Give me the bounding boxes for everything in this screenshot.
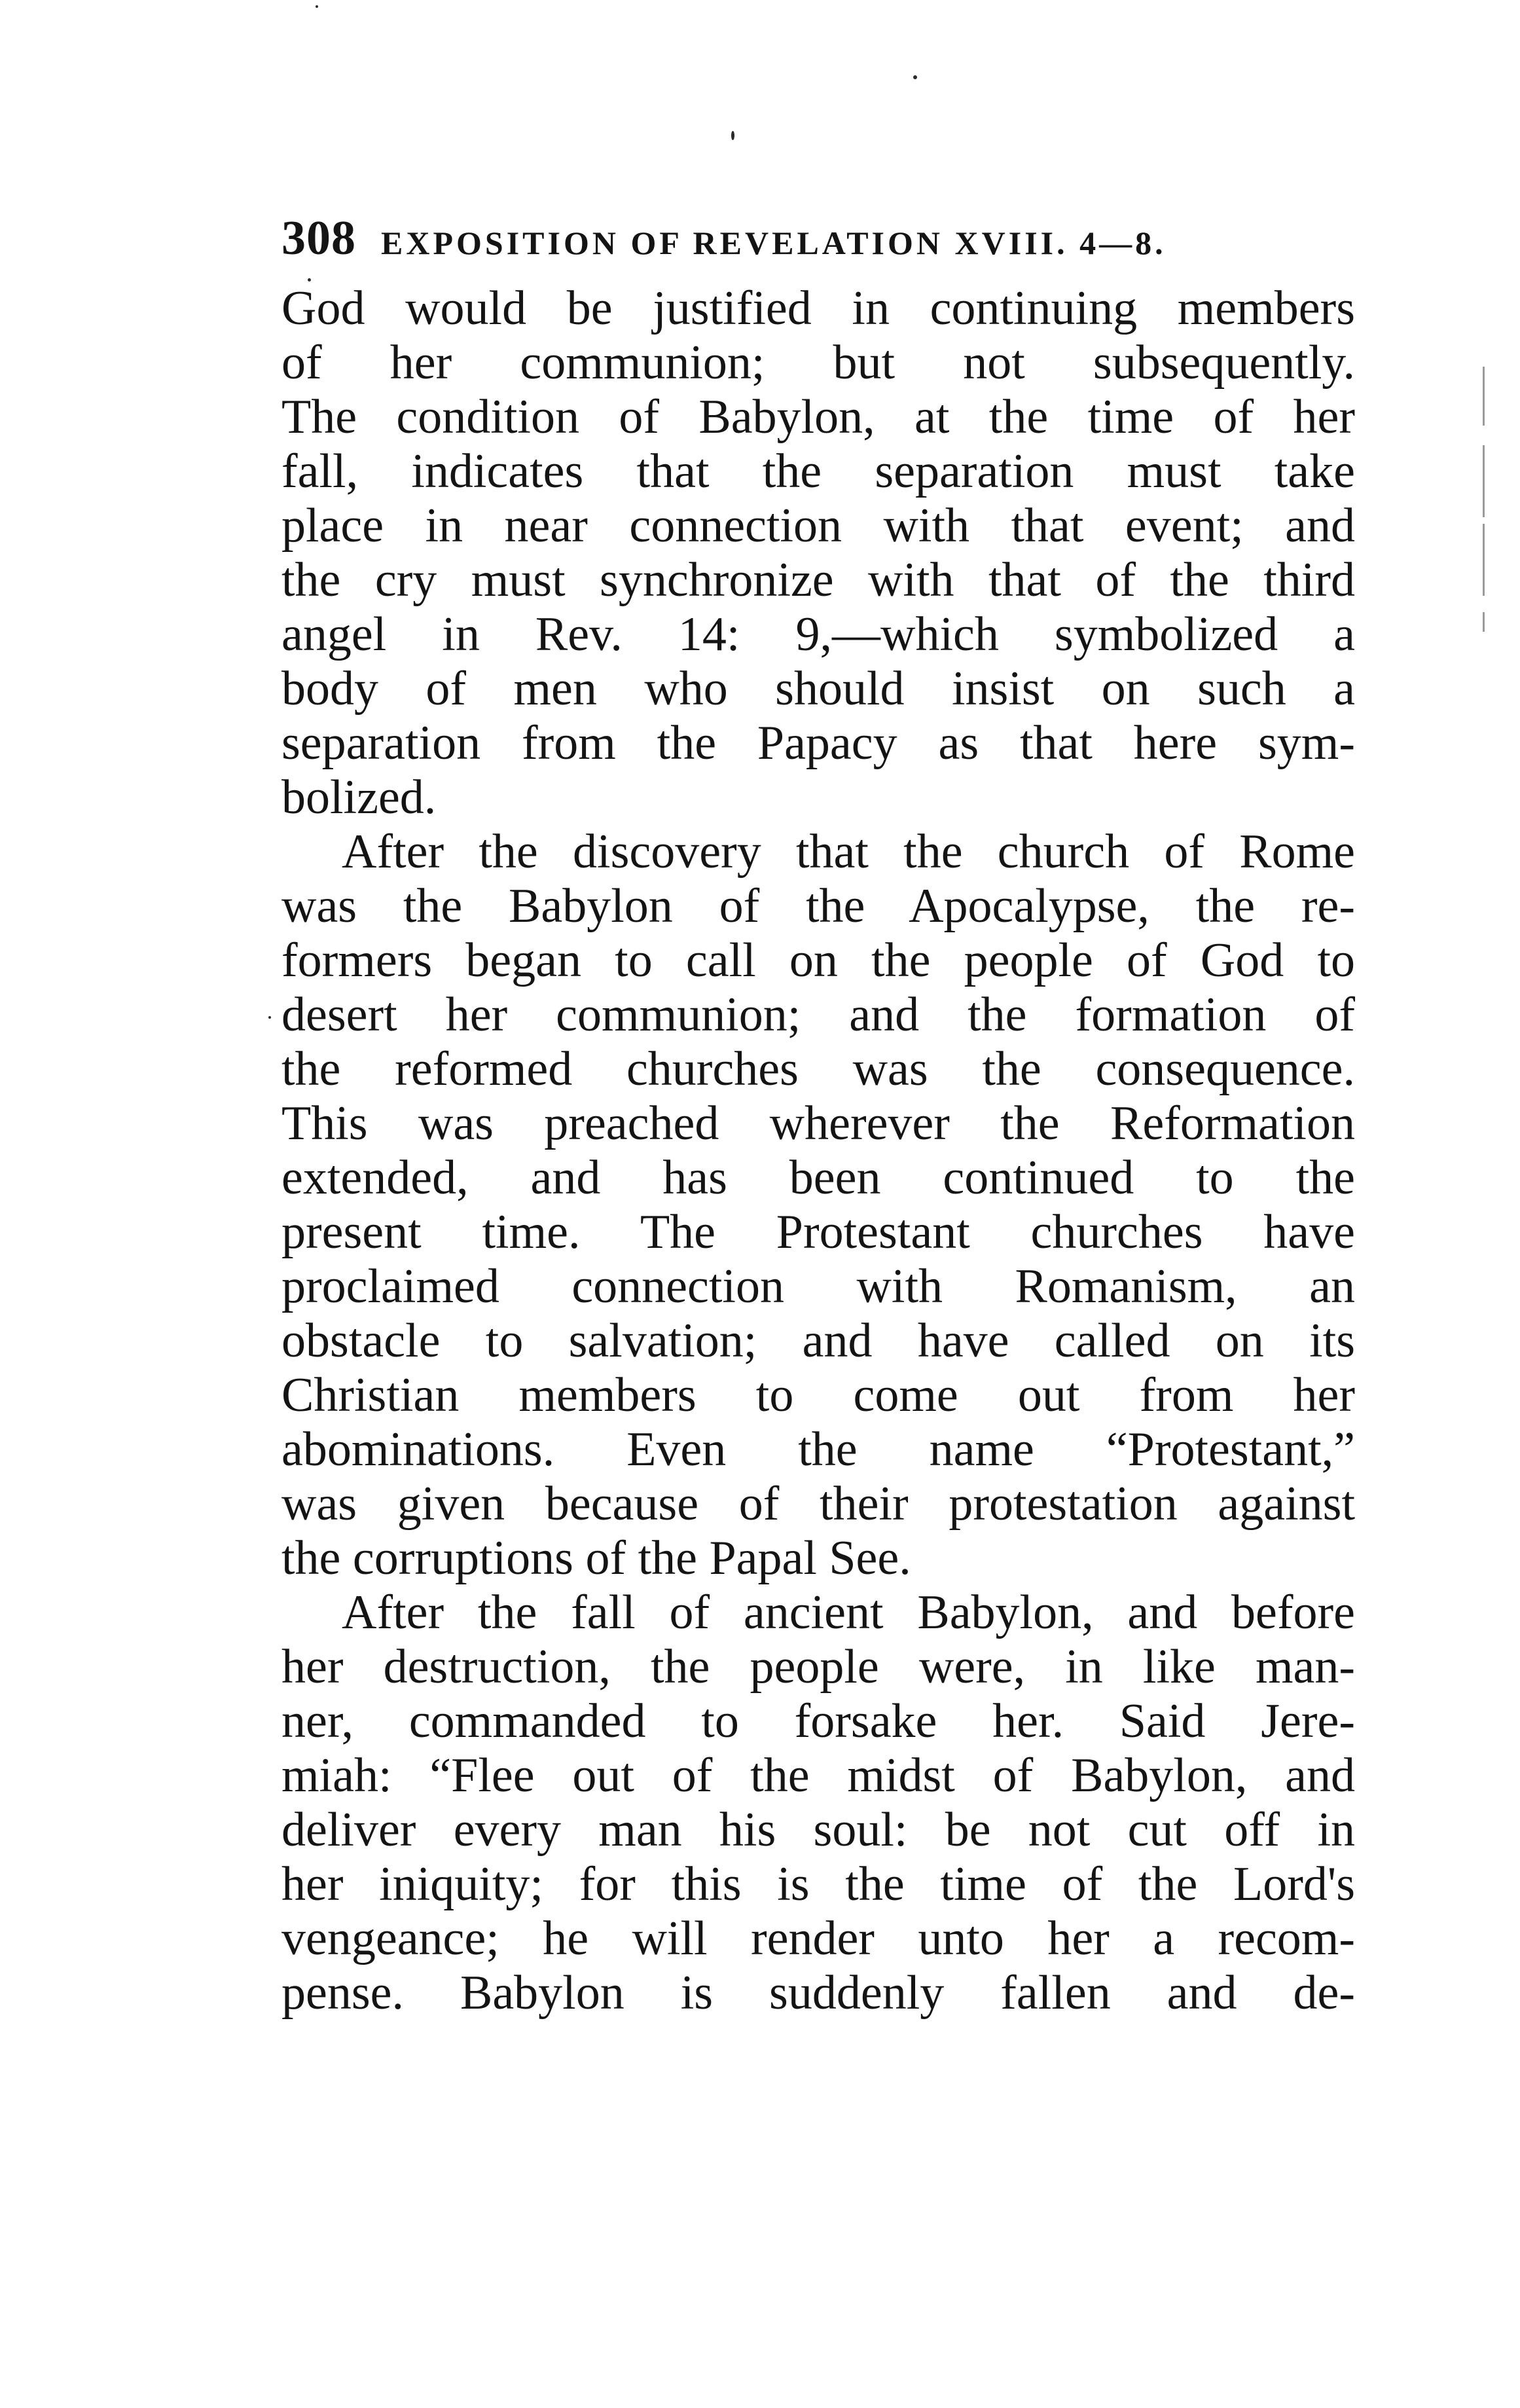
margin-mark	[1483, 367, 1485, 426]
body-text	[281, 282, 1355, 2020]
text-line: ner, commanded to forsake her. Said Jere-	[281, 1694, 1355, 1748]
margin-mark	[1483, 612, 1485, 632]
text-line: Christian members to come out from her	[281, 1368, 1355, 1422]
text-line: separation from the Papacy as that here sym-	[281, 716, 1355, 770]
text-line: her destruction, the people were, in like man-	[281, 1640, 1355, 1694]
text-line: the cry must synchronize with that of the third	[281, 553, 1355, 607]
scan-speck	[913, 75, 917, 79]
text-line: The condition of Babylon, at the time of her	[281, 390, 1355, 444]
text-line: abominations. Even the name “Protestant,”	[281, 1423, 1355, 1476]
text-line: extended, and has been continued to the	[281, 1151, 1355, 1205]
text-line: was given because of their protestation against	[281, 1477, 1355, 1531]
running-head: EXPOSITION OF REVELATION XVIII. 4—8.	[381, 225, 1167, 261]
text-line: present time. The Protestant churches have	[281, 1205, 1355, 1259]
text-line: obstacle to salvation; and have called on its	[281, 1314, 1355, 1368]
text-line: pense. Babylon is suddenly fallen and de-	[281, 1966, 1355, 2020]
paragraph	[281, 825, 1355, 1586]
page-number: 308	[281, 211, 356, 265]
paragraph	[281, 1586, 1355, 2020]
text-line: the reformed churches was the consequence.	[281, 1042, 1355, 1096]
margin-mark	[1483, 524, 1485, 596]
scan-speck	[731, 131, 734, 140]
text-line: This was preached wherever the Reformation	[281, 1097, 1355, 1150]
text-line: desert her communion; and the formation of	[281, 988, 1355, 1042]
text-line: miah: “Flee out of the midst of Babylon, and	[281, 1749, 1355, 1802]
text-line: After the fall of ancient Babylon, and before	[342, 1586, 1355, 1639]
text-line: After the discovery that the church of Rome	[342, 825, 1355, 879]
text-line: bolized.	[281, 771, 437, 824]
text-line: place in near connection with that event; and	[281, 499, 1355, 553]
text-line: deliver every man his soul: be not cut off in	[281, 1803, 1355, 1857]
text-line: was the Babylon of the Apocalypse, the re-	[281, 879, 1355, 933]
text-line: body of men who should insist on such a	[281, 662, 1355, 716]
text-line: formers began to call on the people of God to	[281, 934, 1355, 987]
scan-speck	[316, 5, 318, 8]
paragraph	[281, 282, 1355, 825]
text-line: of her communion; but not subsequently.	[281, 336, 1355, 390]
text-line: proclaimed connection with Romanism, an	[281, 1260, 1355, 1313]
text-line: the corruptions of the Papal See.	[281, 1531, 911, 1585]
text-line: God would be justified in continuing members	[281, 282, 1355, 335]
text-line: fall, indicates that the separation must take	[281, 445, 1355, 498]
text-line: vengeance; he will render unto her a recom-	[281, 1912, 1355, 1965]
scan-speck	[268, 1016, 271, 1019]
page-header	[281, 211, 1355, 276]
text-line: angel in Rev. 14: 9,—which symbolized a	[281, 608, 1355, 661]
text-line: her iniquity; for this is the time of the Lord's	[281, 1857, 1355, 1911]
margin-mark	[1483, 445, 1485, 517]
